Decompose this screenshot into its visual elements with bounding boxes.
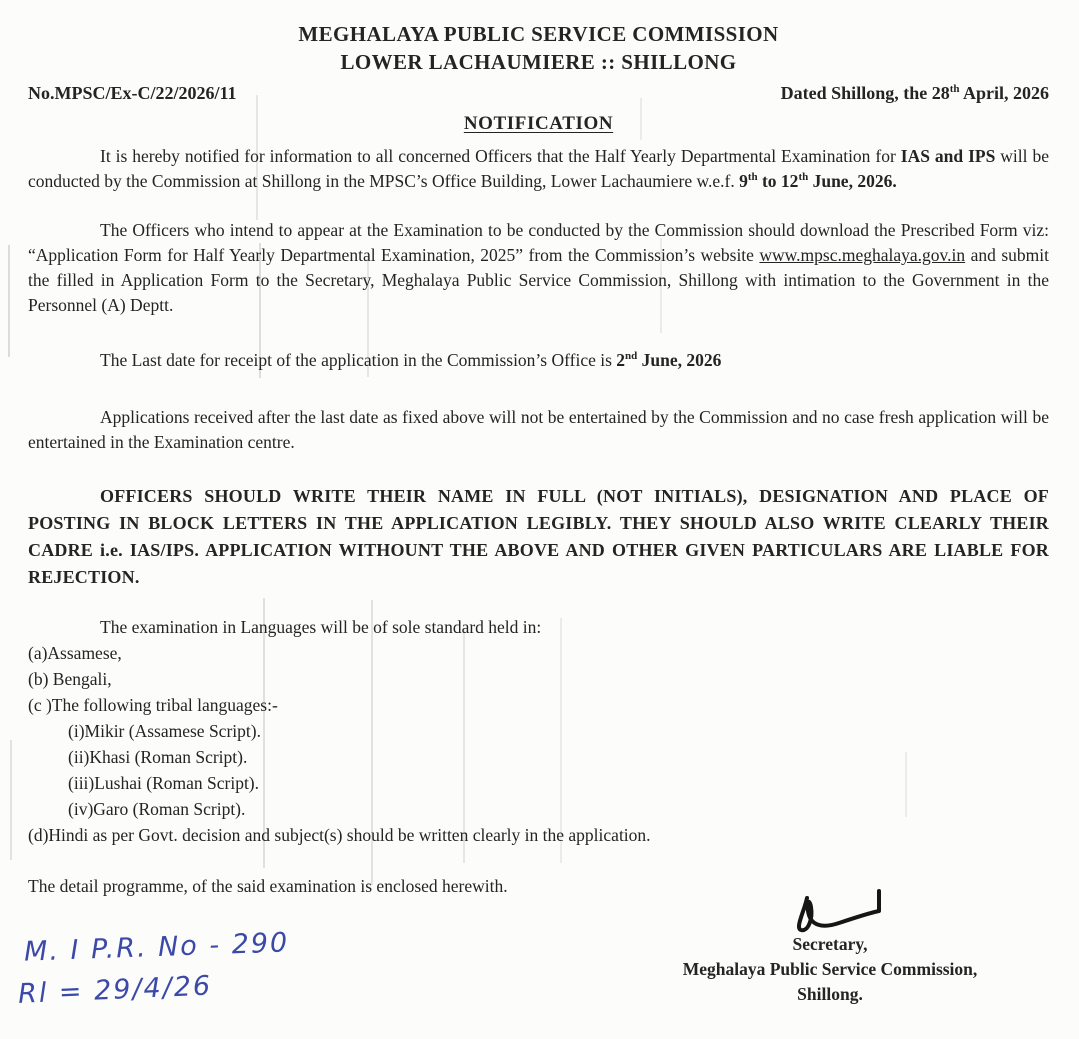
text-run: 2 [616, 350, 626, 370]
language-item-d: (d)Hindi as per Govt. decision and subject(s) should be written clearly in the application. [28, 825, 651, 845]
tribal-language-item-iii: (iii)Lushai (Roman Script). [68, 773, 260, 793]
text-run: to 12 [757, 171, 799, 191]
title-text: NOTIFICATION [463, 113, 614, 134]
bold-run-lastdate [616, 350, 721, 370]
reference-and-date-line [28, 82, 1049, 104]
ordinal-suffix: th [798, 171, 809, 184]
para-last-date [28, 348, 1049, 373]
notification-title [28, 112, 1049, 136]
para-exam-announcement [28, 144, 1049, 194]
text-run: The Last date for receipt of the application in the Commission’s Office is [100, 350, 617, 370]
website-url: www.mpsc.meghalaya.gov.in [759, 245, 966, 265]
bold-run-dates [739, 171, 897, 191]
reference-number: No.MPSC/Ex-C/22/2026/11 [28, 83, 237, 103]
language-item-a: (a)Assamese, [28, 643, 122, 663]
tribal-language-item-iv: (iv)Garo (Roman Script). [68, 799, 246, 819]
para-late-applications: Applications received after the last date as fixed above will not be entertained by the Commission and no case fresh application will be entertained in the Examination centre. [28, 407, 1049, 452]
bold-run-cadres: IAS and IPS [900, 146, 996, 166]
text-run: Dated Shillong, the 28 [780, 83, 950, 103]
languages-section [28, 615, 1049, 848]
ordinal-suffix: th [949, 83, 960, 95]
signature-mark-icon [755, 884, 905, 936]
signature-block [600, 884, 1060, 1007]
tribal-language-item-ii: (ii)Khasi (Roman Script). [68, 747, 248, 767]
para-application-form [28, 218, 1049, 318]
text-run: 9 [739, 171, 748, 191]
tribal-language-item-i: (i)Mikir (Assamese Script). [68, 721, 261, 741]
ordinal-suffix: nd [625, 350, 638, 363]
text-run: June, 2026 [637, 350, 722, 370]
handwritten-note-line1: M. I P.R. No - 290 [23, 927, 290, 968]
handwritten-note-line2: Rl = 29/4/26 [17, 970, 213, 1010]
text-run: It is hereby notified for information to all concerned Officers that the Half Yearly Departmental Examination for [100, 146, 901, 166]
closing-line: The detail programme, of the said examination is enclosed herewith. [28, 876, 508, 896]
language-item-c: (c )The following tribal languages:- [28, 695, 278, 715]
text-run: June, 2026. [808, 171, 897, 191]
signatory-title: Secretary, [792, 934, 868, 954]
para-officers-instructions: OFFICERS SHOULD WRITE THEIR NAME IN FULL (NOT INITIALS), DESIGNATION AND PLACE OF POSTING IN BLOCK LETTERS IN THE APPLICATION LEGIBLY. THEY SHOULD ALSO WRITE CLEARLY THEIR CADRE i.e. IAS/IPS. APPLICATION WITHOUNT THE ABOVE AND OTHER GIVEN PARTICULARS ARE LIABLE FOR REJECTION. [28, 486, 1049, 587]
languages-intro: The examination in Languages will be of sole standard held in: [100, 617, 542, 637]
commission-name: MEGHALAYA PUBLIC SERVICE COMMISSION [298, 22, 779, 46]
date-line [781, 82, 1049, 104]
text-run: April, 2026 [959, 83, 1049, 103]
text-run: The Officers who intend to appear at the Examination to be conducted by the Commission should download the Prescribed Form viz: “Application Form for Half Yearly Departmental Examination, 2025” from the Commission’s website [28, 220, 1049, 265]
handwritten-notes [17, 927, 290, 1010]
text-run: will be conducted by the Commission at Shillong in the MPSC’s Office Building, Lower Lachaumiere w.e.f. [28, 146, 1049, 191]
signatory-org: Meghalaya Public Service Commission, [682, 959, 978, 979]
text-run: and submit the filled in Application Form to the Secretary, Meghalaya Public Service Commission, Shillong with intimation to the Government in the Personnel (A) Deptt. [28, 245, 1049, 315]
ordinal-suffix: th [747, 171, 758, 184]
signatory-place: Shillong. [797, 984, 863, 1004]
commission-address: LOWER LACHAUMIERE :: SHILLONG [340, 50, 737, 74]
language-item-b: (b) Bengali, [28, 669, 112, 689]
